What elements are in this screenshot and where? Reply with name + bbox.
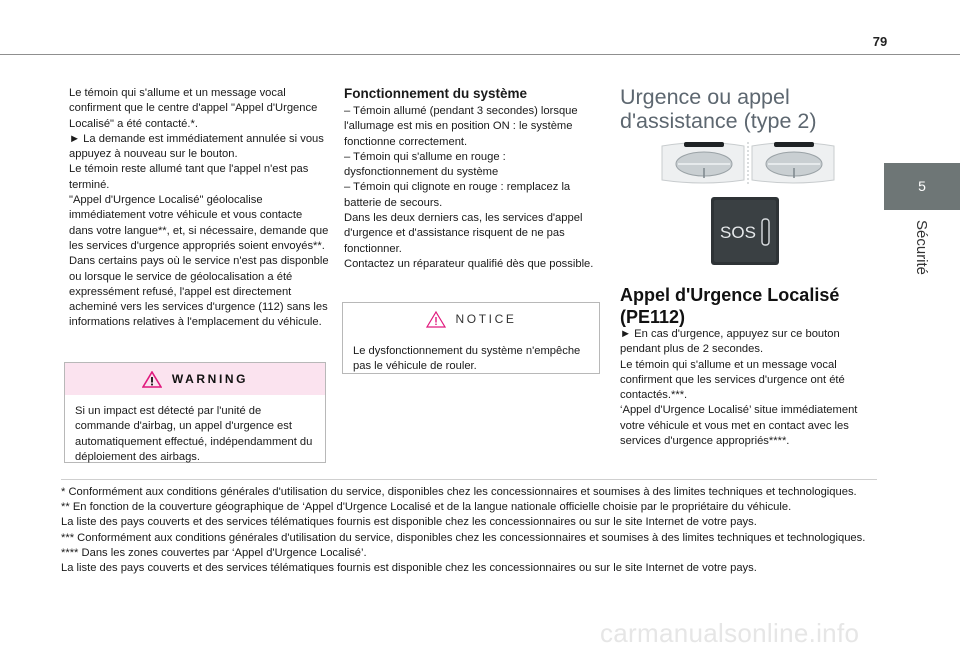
middle-column	[344, 104, 600, 272]
notice-body: Le dysfonctionnement du système n'empêche pas le véhicule de rouler.	[353, 345, 581, 373]
middle-body-text: – Témoin allumé (pendant 3 secondes) lorsque l'allumage est mis en position ON : le système fonctionne correctement. – Témoin qui s'allume en rouge : dysfonctionnement du système – Témoin qui clignote en rouge : remplacez la batterie de secours. Dans les deux derniers cas, les services d'appel d'urgence et d'assistance risquent de ne pas fonctionner. Contactez un réparateur qualifié dès que possible.	[344, 105, 594, 270]
warning-title: WARNING	[171, 372, 249, 386]
right-vehicle-panel-icon	[752, 142, 834, 183]
header-rule	[0, 54, 960, 55]
watermark	[600, 617, 960, 649]
page-number: 79	[872, 34, 888, 49]
overhead-console-illustration	[658, 140, 838, 186]
chapter-label: Sécurité	[913, 220, 930, 276]
system-operation-heading: Fonctionnement du système	[344, 86, 528, 101]
left-vehicle-panel-icon	[662, 142, 744, 183]
sos-button-panel[interactable]	[711, 197, 779, 265]
left-column	[69, 86, 329, 331]
footnote-rule	[61, 479, 877, 480]
right-body-text: ► En cas d'urgence, appuyez sur ce bouton pendant plus de 2 secondes. Le témoin qui s'allume et un message vocal confirment que les services d'urgence ont été contactés.***. ‘Appel d'Urgence Localisé’ situe immédiatement votre véhicule et vous met en contact avec les services d'urgence appropriés****.	[620, 328, 858, 448]
sos-button-label: SOS	[720, 223, 756, 242]
left-body-text: Le témoin qui s'allume et un message vocal confirment que le centre d'appel "Appel d'Urgence Localisé" a été contacté.*. ► La demande est immédiatement annulée si vous appuyez à nouveau sur le bouton. Le témoin reste allumé tant que l'appel n'est pas terminé. "Appel d'Urgence Localisé" géolocalise immédiatement votre véhicule et vous contacte dans votre langue**, et, si nécessaire, demande que les services d'urgence appropriés soient envoyés**. Dans certains pays où le service n'est pas disponble ou lorsque le service de géolocalisation a été expressément refusé, l'appel est directement acheminé vers les services d'urgence (112) sans les informations relatives à l'emplacement du véhicule.	[69, 87, 329, 329]
footnotes: * Conformément aux conditions générales d'utilisation du service, disponibles chez les concessionnaires et soumises à des limites techniques et technologiques. ** En fonction de la couverture géographique de ‘Appel d'Urgence Localisé et de la langue nationale officielle choisie par le propriétaire du véhicule. La liste des pays couverts et des services télématiques fournis est disponible chez les concessionnaires ou sur le site Internet de votre pays. *** Conformément aux conditions générales d'utilisation du service, disponibles chez les concessionnaires et soumises à des limites techniques et technologiques. **** Dans les zones couvertes par ‘Appel d'Urgence Localisé’. La liste des pays couverts et des services télématiques fournis est disponible chez les concessionnaires ou sur le site Internet de votre pays.	[61, 486, 866, 575]
warning-icon	[142, 371, 162, 388]
chapter-tab[interactable]: 5	[884, 163, 960, 210]
pe112-heading: Appel d'Urgence Localisé (PE112)	[620, 285, 840, 327]
emergency-call-title: Urgence ou appel d'assistance (type 2)	[620, 85, 817, 133]
chapter-label-container	[884, 210, 960, 310]
notice-warning-icon	[426, 311, 446, 328]
notice-header	[343, 303, 599, 335]
watermark-text: carmanualsonline.info	[600, 617, 860, 648]
notice-title: NOTICE	[455, 312, 517, 326]
warning-box	[64, 362, 326, 463]
right-column	[620, 327, 878, 449]
warning-header	[65, 363, 325, 395]
warning-body: Si un impact est détecté par l'unité de commande d'airbag, un appel d'urgence est automatiquement effectué, indépendamment du déploiement des airbags.	[75, 405, 313, 463]
notice-box	[342, 302, 600, 374]
